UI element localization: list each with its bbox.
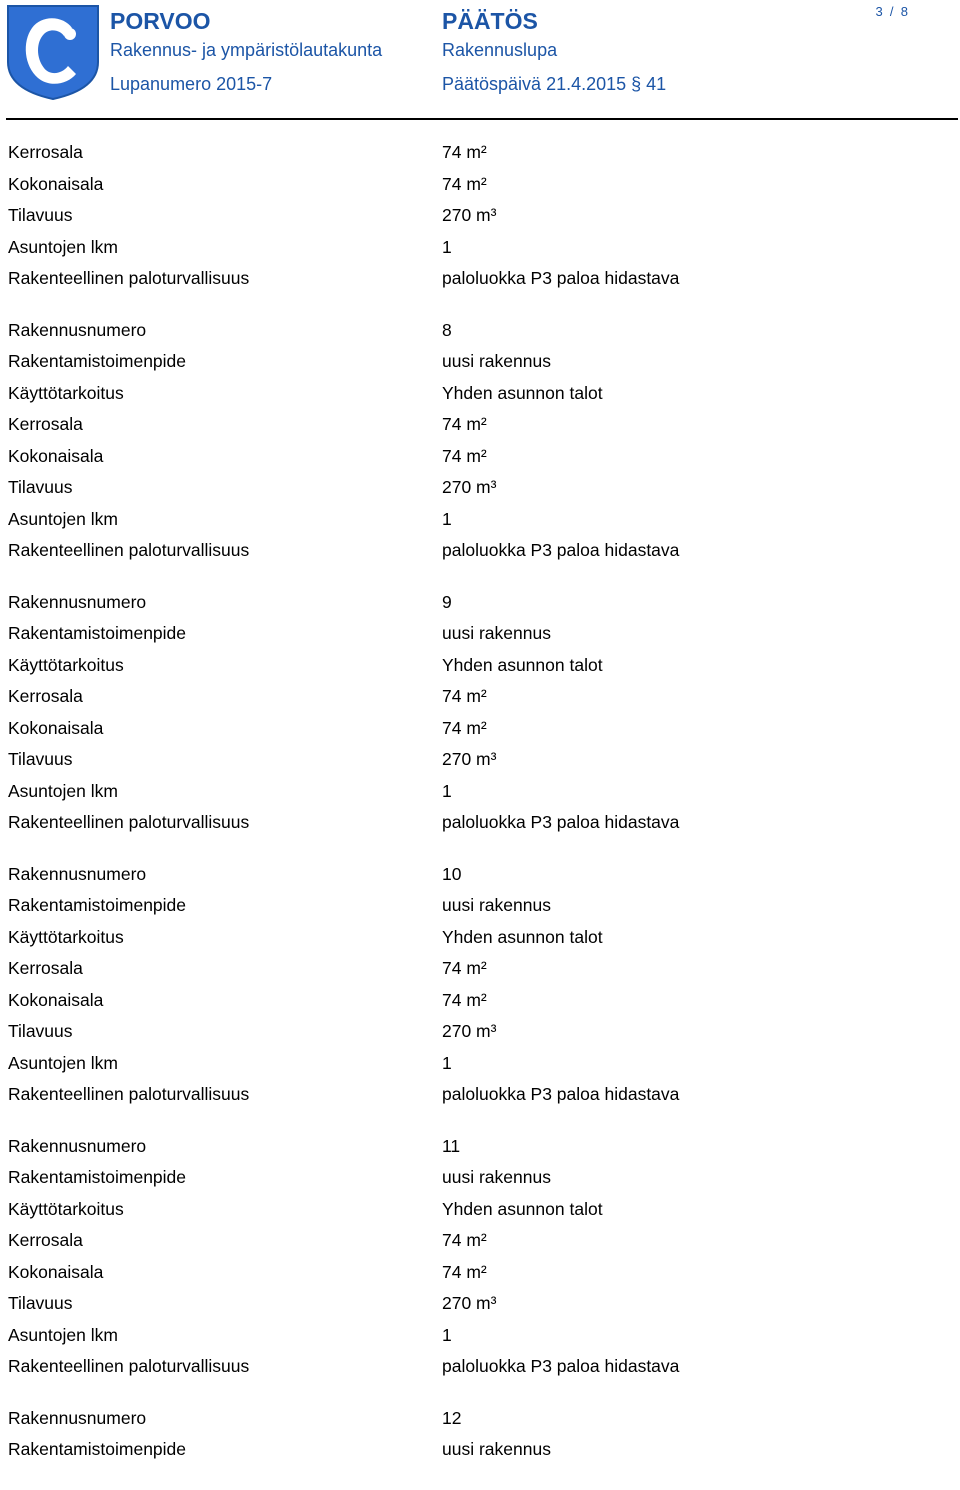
detail-label: Tilavuus	[8, 1293, 73, 1313]
detail-label: Rakentamistoimenpide	[8, 1439, 187, 1459]
detail-row	[8, 748, 948, 780]
detail-value: 1	[442, 508, 452, 529]
detail-label: Käyttötarkoitus	[8, 654, 124, 675]
detail-value: 270 m³	[442, 477, 497, 497]
detail-label: Rakennusnumero	[8, 591, 147, 612]
detail-label: Rakentamistoimenpide	[8, 351, 187, 371]
detail-row	[8, 539, 948, 571]
header-divider	[6, 118, 958, 120]
detail-label: Tilavuus	[8, 749, 73, 769]
detail-value: 74 m²	[442, 445, 487, 466]
detail-label: Rakenteellinen paloturvallisuus	[8, 812, 250, 832]
detail-row	[8, 1292, 948, 1324]
detail-row	[8, 1324, 948, 1356]
detail-label: Tilavuus	[8, 477, 73, 497]
page-number	[875, 4, 908, 19]
detail-row	[8, 717, 948, 749]
permit-number: Lupanumero 2015-7	[110, 74, 273, 94]
detail-row	[8, 622, 948, 654]
detail-label: Rakennusnumero	[8, 863, 147, 884]
building-group	[8, 141, 948, 299]
detail-row	[8, 1438, 948, 1470]
detail-row	[8, 894, 948, 926]
detail-label: Käyttötarkoitus	[8, 382, 124, 403]
detail-label: Asuntojen lkm	[8, 236, 118, 257]
porvoo-coat-of-arms-logo	[6, 4, 100, 100]
detail-label: Tilavuus	[8, 205, 73, 225]
building-group	[8, 591, 948, 843]
detail-value: 8	[442, 319, 452, 340]
board-name: Rakennus- ja ympäristölautakunta	[110, 40, 383, 60]
detail-label: Kokonaisala	[8, 173, 104, 194]
detail-row	[8, 204, 948, 236]
detail-value: 9	[442, 591, 452, 612]
detail-value: uusi rakennus	[442, 351, 551, 371]
document-header	[0, 0, 960, 122]
city-name: PORVOO	[110, 8, 211, 34]
detail-value: paloluokka P3 paloa hidastava	[442, 540, 680, 560]
detail-label: Kerrosala	[8, 142, 83, 162]
detail-row	[8, 1261, 948, 1293]
detail-value: paloluokka P3 paloa hidastava	[442, 1084, 680, 1104]
detail-row	[8, 319, 948, 351]
detail-row	[8, 141, 948, 173]
detail-value: 74 m²	[442, 686, 487, 706]
detail-label: Asuntojen lkm	[8, 1052, 118, 1073]
detail-value: 74 m²	[442, 958, 487, 978]
detail-row	[8, 173, 948, 205]
detail-row	[8, 926, 948, 958]
document-type: PÄÄTÖS	[442, 8, 538, 34]
detail-row	[8, 1166, 948, 1198]
building-group	[8, 1407, 948, 1470]
detail-value: 1	[442, 1052, 452, 1073]
detail-row	[8, 591, 948, 623]
detail-value: Yhden asunnon talot	[442, 1198, 603, 1219]
detail-value: uusi rakennus	[442, 623, 551, 643]
detail-value: 270 m³	[442, 1021, 497, 1041]
detail-label: Kokonaisala	[8, 989, 104, 1010]
detail-row	[8, 267, 948, 299]
page-current: 3	[875, 4, 883, 19]
detail-value: 1	[442, 780, 452, 801]
detail-value: 74 m²	[442, 989, 487, 1010]
detail-label: Kokonaisala	[8, 717, 104, 738]
detail-label: Rakennusnumero	[8, 319, 147, 340]
building-group	[8, 1135, 948, 1387]
detail-value: paloluokka P3 paloa hidastava	[442, 1356, 680, 1376]
detail-row	[8, 1229, 948, 1261]
detail-value: 74 m²	[442, 1230, 487, 1250]
detail-label: Kerrosala	[8, 958, 83, 978]
detail-row	[8, 1052, 948, 1084]
detail-label: Kokonaisala	[8, 1261, 104, 1282]
detail-row	[8, 1407, 948, 1439]
detail-label: Asuntojen lkm	[8, 780, 118, 801]
detail-value: paloluokka P3 paloa hidastava	[442, 268, 680, 288]
building-group	[8, 319, 948, 571]
detail-label: Tilavuus	[8, 1021, 73, 1041]
detail-value: 74 m²	[442, 173, 487, 194]
detail-label: Rakentamistoimenpide	[8, 1167, 187, 1187]
detail-row	[8, 780, 948, 812]
detail-row	[8, 1135, 948, 1167]
detail-value: 74 m²	[442, 142, 487, 162]
detail-row	[8, 236, 948, 268]
detail-label: Käyttötarkoitus	[8, 1198, 124, 1219]
detail-label: Rakentamistoimenpide	[8, 623, 187, 643]
detail-row	[8, 413, 948, 445]
detail-row	[8, 654, 948, 686]
detail-label: Rakentamistoimenpide	[8, 895, 187, 915]
detail-value: 10	[442, 863, 462, 884]
page-separator: /	[889, 4, 894, 19]
detail-label: Kerrosala	[8, 686, 83, 706]
detail-value: 11	[442, 1135, 461, 1156]
detail-value: 74 m²	[442, 1261, 487, 1282]
detail-label: Rakennusnumero	[8, 1407, 147, 1428]
detail-label: Rakenteellinen paloturvallisuus	[8, 1084, 250, 1104]
detail-value: 270 m³	[442, 1293, 497, 1313]
detail-value: paloluokka P3 paloa hidastava	[442, 812, 680, 832]
detail-row	[8, 957, 948, 989]
detail-value: 270 m³	[442, 749, 497, 769]
detail-label: Asuntojen lkm	[8, 1324, 118, 1345]
detail-label: Käyttötarkoitus	[8, 926, 124, 947]
detail-row	[8, 508, 948, 540]
detail-row	[8, 382, 948, 414]
building-group	[8, 863, 948, 1115]
detail-value: 74 m²	[442, 717, 487, 738]
detail-label: Rakenteellinen paloturvallisuus	[8, 268, 250, 288]
detail-value: uusi rakennus	[442, 1167, 551, 1187]
detail-row	[8, 1020, 948, 1052]
detail-value: 1	[442, 1324, 452, 1345]
decision-date: Päätöspäivä 21.4.2015 § 41	[442, 74, 667, 94]
detail-row	[8, 863, 948, 895]
detail-label: Rakenteellinen paloturvallisuus	[8, 540, 250, 560]
detail-value: Yhden asunnon talot	[442, 654, 603, 675]
detail-value: Yhden asunnon talot	[442, 382, 603, 403]
detail-label: Kokonaisala	[8, 445, 104, 466]
detail-row	[8, 476, 948, 508]
detail-row	[8, 1198, 948, 1230]
detail-row	[8, 445, 948, 477]
detail-value: 1	[442, 236, 452, 257]
detail-row	[8, 1355, 948, 1387]
detail-row	[8, 989, 948, 1021]
detail-value: uusi rakennus	[442, 895, 551, 915]
detail-value: uusi rakennus	[442, 1439, 551, 1459]
detail-label: Asuntojen lkm	[8, 508, 118, 529]
detail-value: 74 m²	[442, 414, 487, 434]
building-details	[8, 141, 948, 1490]
document-subtype: Rakennuslupa	[442, 40, 558, 60]
detail-label: Kerrosala	[8, 1230, 83, 1250]
detail-row	[8, 685, 948, 717]
detail-label: Rakenteellinen paloturvallisuus	[8, 1356, 250, 1376]
detail-value: 270 m³	[442, 205, 497, 225]
detail-row	[8, 350, 948, 382]
detail-row	[8, 1083, 948, 1115]
detail-value: 12	[442, 1407, 462, 1428]
page-total: 8	[900, 4, 908, 19]
detail-label: Kerrosala	[8, 414, 83, 434]
detail-label: Rakennusnumero	[8, 1135, 147, 1156]
detail-value: Yhden asunnon talot	[442, 926, 603, 947]
detail-row	[8, 811, 948, 843]
